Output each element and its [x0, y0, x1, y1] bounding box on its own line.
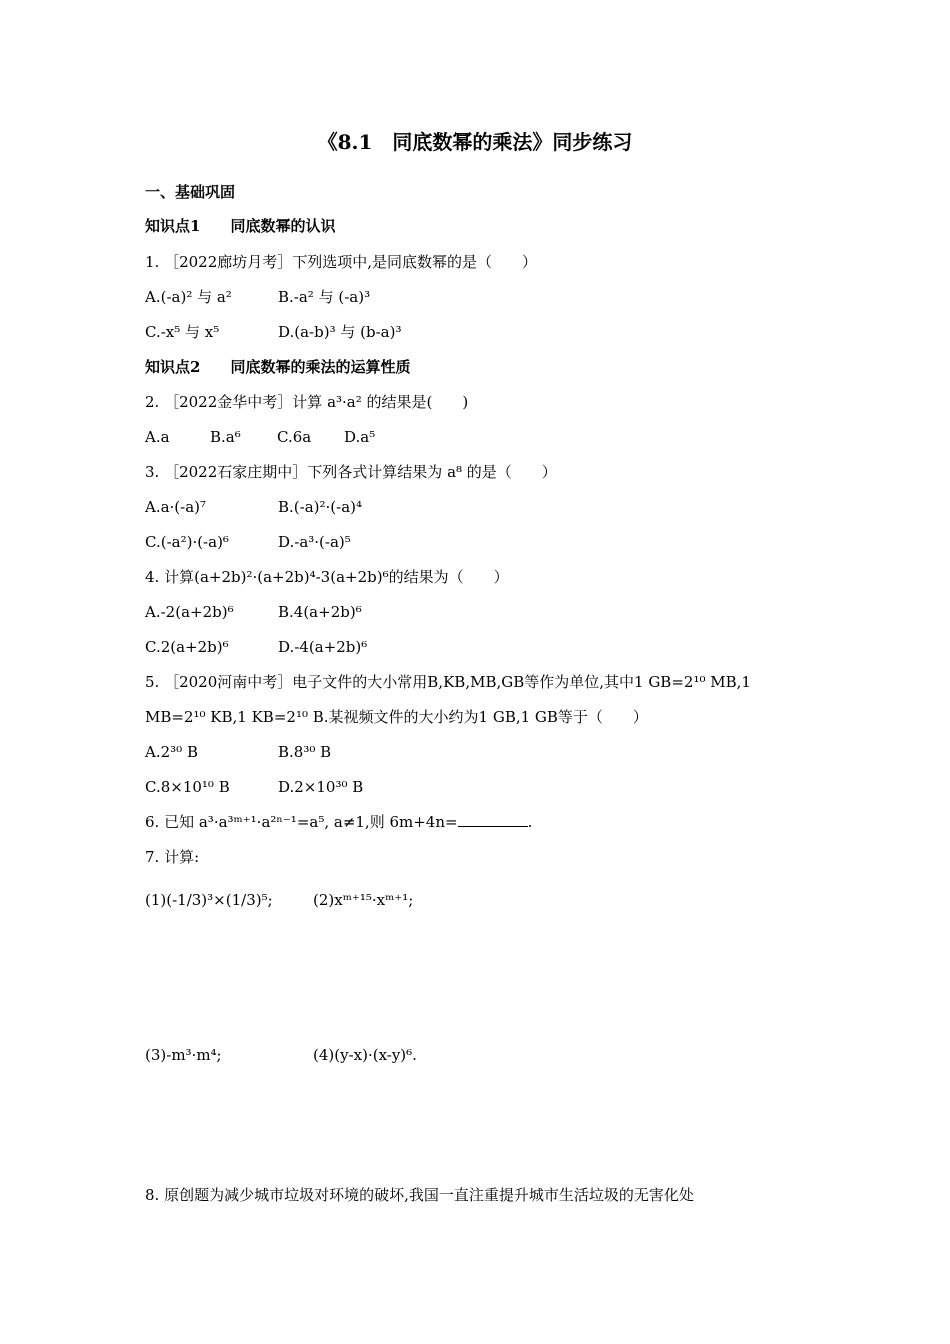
question-1-option-c: C.-x⁵ 与 x⁵: [145, 323, 220, 341]
page-title: 《8.1 同底数幂的乘法》同步练习: [317, 130, 633, 154]
question-7-stem: 7. 计算:: [145, 848, 200, 866]
question-2-prompt: 计算 a³·a² 的结果是( ): [292, 393, 469, 411]
question-2-option-c: C.6a: [277, 428, 312, 446]
question-3-source: 2022石家庄期中: [179, 463, 293, 481]
question-7-item-4: (4)(y-x)·(x-y)⁶.: [313, 1046, 417, 1064]
question-2-source: 2022金华中考: [179, 393, 278, 411]
question-2-option-a: A.a: [145, 428, 170, 446]
question-3-option-b: B.(-a)²·(-a)⁴: [278, 498, 363, 516]
question-3-prompt: 下列各式计算结果为 a⁸ 的是（ ）: [307, 463, 557, 481]
question-5-stem-line-2: MB=2¹⁰ KB,1 KB=2¹⁰ B.某视频文件的大小约为1 GB,1 GB等于（ ）: [145, 708, 648, 726]
question-6-prompt: 已知 a³·a³ᵐ⁺¹·a²ⁿ⁻¹=a⁵, a≠1,则 6m+4n=: [164, 813, 458, 831]
question-4-option-c: C.2(a+2b)⁶: [145, 638, 229, 656]
question-1-stem: 1. ［2022廊坊月考］下列选项中,是同底数幂的是（ ）: [145, 253, 538, 271]
question-4-option-d: D.-4(a+2b)⁶: [278, 638, 368, 656]
question-5-option-b: B.8³⁰ B: [278, 743, 332, 761]
question-5-source: 2020河南中考: [179, 673, 278, 691]
question-5-stem-line-1: 5. ［2020河南中考］电子文件的大小常用B,KB,MB,GB等作为单位,其中1 GB=2¹⁰ MB,1: [145, 673, 751, 691]
knowledge-point-2: 知识点2 同底数幂的乘法的运算性质: [145, 358, 411, 376]
answer-blank[interactable]: [458, 812, 528, 827]
question-5-option-c: C.8×10¹⁰ B: [145, 778, 230, 796]
question-2-option-b: B.a⁶: [210, 428, 241, 446]
question-4-prompt: 计算(a+2b)²·(a+2b)⁴-3(a+2b)⁶的结果为（ ）: [164, 568, 509, 586]
question-7-item-1: (1)(-1/3)³×(1/3)⁵;: [145, 891, 273, 909]
question-5-option-d: D.2×10³⁰ B: [278, 778, 364, 796]
question-3-option-c: C.(-a²)·(-a)⁶: [145, 533, 229, 551]
question-5-text-1: 电子文件的大小常用B,KB,MB,GB等作为单位,其中1 GB=2¹⁰ MB,1: [292, 673, 751, 691]
question-3-option-d: D.-a³·(-a)⁵: [278, 533, 351, 551]
question-1-option-d: D.(a-b)³ 与 (b-a)³: [278, 323, 402, 341]
question-4-option-a: A.-2(a+2b)⁶: [145, 603, 234, 621]
section-heading: 一、基础巩固: [145, 183, 236, 201]
question-6-stem: 6. 已知 a³·a³ᵐ⁺¹·a²ⁿ⁻¹=a⁵, a≠1,则 6m+4n= .: [145, 813, 533, 831]
question-7-item-2: (2)xᵐ⁺¹⁵·xᵐ⁺¹;: [313, 891, 414, 909]
question-1-option-a: A.(-a)² 与 a²: [145, 288, 232, 306]
question-4-stem: 4. 计算(a+2b)²·(a+2b)⁴-3(a+2b)⁶的结果为（ ）: [145, 568, 509, 586]
question-5-option-a: A.2³⁰ B: [145, 743, 198, 761]
question-7-item-3: (3)-m³·m⁴;: [145, 1046, 222, 1064]
question-3-option-a: A.a·(-a)⁷: [145, 498, 207, 516]
question-2-stem: 2. ［2022金华中考］计算 a³·a² 的结果是( ): [145, 393, 469, 411]
question-4-option-b: B.4(a+2b)⁶: [278, 603, 362, 621]
question-3-stem: 3. ［2022石家庄期中］下列各式计算结果为 a⁸ 的是（ ）: [145, 463, 557, 481]
question-1-option-b: B.-a² 与 (-a)³: [278, 288, 371, 306]
knowledge-point-1: 知识点1 同底数幂的认识: [145, 217, 336, 235]
question-2-option-d: D.a⁵: [344, 428, 376, 446]
question-8-stem: 8. 原创题为减少城市垃圾对环境的破坏,我国一直注重提升城市生活垃圾的无害化处: [145, 1186, 694, 1204]
